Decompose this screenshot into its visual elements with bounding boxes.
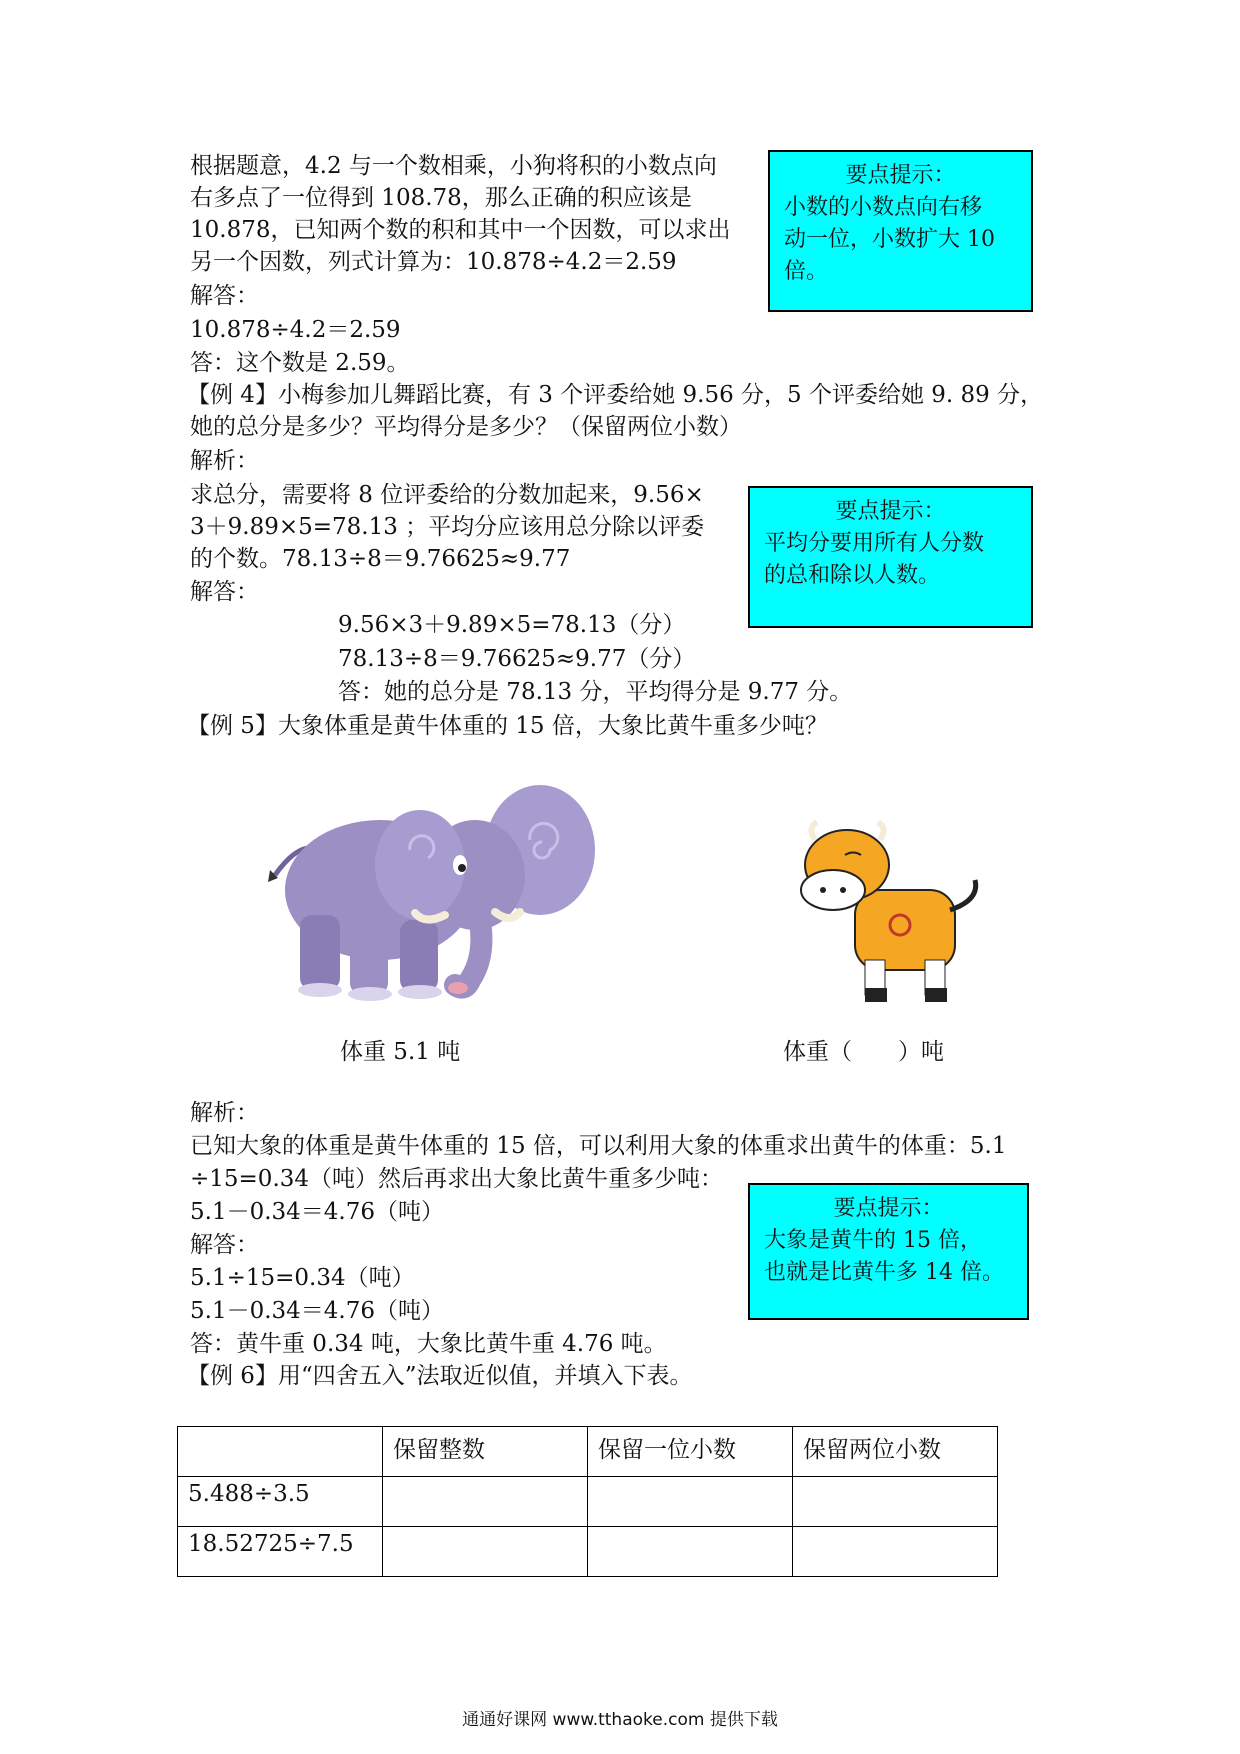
table-row bbox=[178, 1527, 998, 1577]
text-line: 10.878÷4.2＝2.59 bbox=[190, 317, 401, 343]
tip-line: 的总和除以人数。 bbox=[764, 563, 941, 588]
text-line: 78.13÷8＝9.76625≈9.77（分） bbox=[338, 646, 696, 672]
table-header-cell: 保留一位小数 bbox=[588, 1427, 793, 1477]
table-cell-blank[interactable] bbox=[383, 1477, 588, 1527]
tip-title: 要点提示： bbox=[833, 1196, 944, 1221]
example-5-heading: 【例 5】大象体重是黄牛体重的 15 倍，大象比黄牛重多少吨？ bbox=[187, 713, 828, 739]
text-line: ÷15=0.34（吨）然后再求出大象比黄牛重多少吨： bbox=[190, 1166, 724, 1192]
text-line: 5.1－0.34＝4.76（吨） bbox=[190, 1298, 444, 1324]
text-line: 根据题意，4.2 与一个数相乘，小狗将积的小数点向 bbox=[190, 153, 717, 179]
text-line: 的个数。78.13÷8＝9.76625≈9.77 bbox=[190, 546, 571, 572]
text-line: 已知大象的体重是黄牛体重的 15 倍，可以利用大象的体重求出黄牛的体重：5.1 bbox=[190, 1133, 1007, 1159]
text-line: 5.1÷15=0.34（吨） bbox=[190, 1265, 415, 1291]
text-line: 解析： bbox=[190, 448, 259, 474]
text-line: 答：她的总分是 78.13 分，平均得分是 9.77 分。 bbox=[338, 679, 853, 705]
table-cell-blank[interactable] bbox=[793, 1527, 998, 1577]
text-line: 解答： bbox=[190, 283, 259, 309]
tip-line: 动一位，小数扩大 10 bbox=[784, 227, 995, 252]
tip-line: 也就是比黄牛多 14 倍。 bbox=[764, 1260, 1004, 1285]
text-line: 10.878，已知两个数的积和其中一个因数，可以求出 bbox=[190, 217, 731, 243]
tip-title: 要点提示： bbox=[845, 163, 956, 188]
table-cell-blank[interactable] bbox=[383, 1527, 588, 1577]
table-row bbox=[178, 1477, 998, 1527]
example-6-heading: 【例 6】用“四舍五入”法取近似值，并填入下表。 bbox=[187, 1363, 693, 1389]
text-line: 3＋9.89×5=78.13 ；平均分应该用总分除以评委 bbox=[190, 514, 705, 540]
tip-title: 要点提示： bbox=[835, 499, 946, 524]
table-cell-blank[interactable] bbox=[588, 1477, 793, 1527]
tip-line: 小数的小数点向右移 bbox=[784, 195, 983, 220]
elephant-illustration bbox=[260, 780, 600, 1010]
text-line: 解答： bbox=[190, 1232, 259, 1258]
rounding-table bbox=[177, 1426, 998, 1577]
tip-box bbox=[748, 486, 1033, 628]
text-line: 她的总分是多少？平均得分是多少？（保留两位小数） bbox=[190, 414, 742, 440]
text-line: 5.1－0.34＝4.76（吨） bbox=[190, 1199, 444, 1225]
ox-illustration bbox=[785, 820, 985, 1010]
text-line: 答：黄牛重 0.34 吨，大象比黄牛重 4.76 吨。 bbox=[190, 1331, 667, 1357]
tip-line: 大象是黄牛的 15 倍， bbox=[764, 1228, 982, 1253]
table-cell: 5.488÷3.5 bbox=[178, 1477, 383, 1527]
ox-caption: 体重（ ）吨 bbox=[783, 1039, 944, 1065]
table-header-cell bbox=[178, 1427, 383, 1477]
table-cell: 18.52725÷7.5 bbox=[178, 1527, 383, 1577]
table-header-row bbox=[178, 1427, 998, 1477]
text-line: 求总分，需要将 8 位评委给的分数加起来，9.56× bbox=[190, 482, 704, 508]
text-line: 答：这个数是 2.59。 bbox=[190, 350, 410, 376]
example-4-heading: 【例 4】小梅参加儿舞蹈比赛，有 3 个评委给她 9.56 分，5 个评委给她 9. 89 分， bbox=[187, 382, 1044, 408]
text-line: 解答： bbox=[190, 579, 259, 605]
text-line: 右多点了一位得到 108.78，那么正确的积应该是 bbox=[190, 185, 692, 211]
text-line: 解析： bbox=[190, 1100, 259, 1126]
table-header-cell: 保留两位小数 bbox=[793, 1427, 998, 1477]
tip-box bbox=[748, 1183, 1029, 1320]
text-line: 另一个因数，列式计算为：10.878÷4.2＝2.59 bbox=[190, 249, 677, 275]
tip-line: 倍。 bbox=[784, 259, 829, 284]
table-cell-blank[interactable] bbox=[793, 1477, 998, 1527]
tip-line: 平均分要用所有人分数 bbox=[764, 531, 985, 556]
text-line: 9.56×3＋9.89×5=78.13（分） bbox=[338, 612, 686, 638]
table-header-cell: 保留整数 bbox=[383, 1427, 588, 1477]
tip-box bbox=[768, 150, 1033, 312]
footer-credit: 通通好课网 www.tthaoke.com 提供下载 bbox=[462, 1710, 778, 1730]
elephant-caption: 体重 5.1 吨 bbox=[340, 1039, 461, 1065]
table-cell-blank[interactable] bbox=[588, 1527, 793, 1577]
